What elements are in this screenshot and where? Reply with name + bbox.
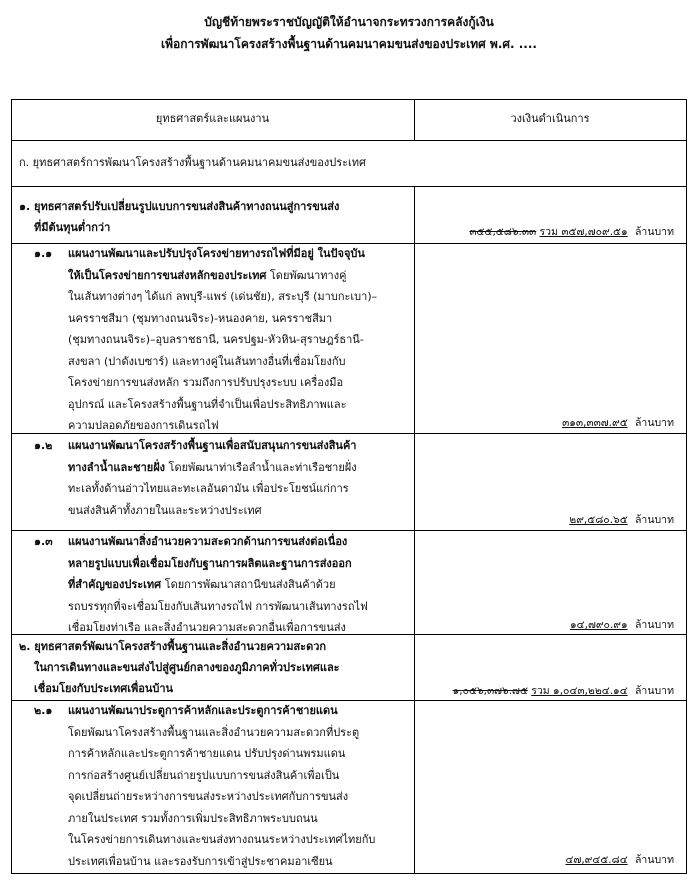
plan-1-1 — [34, 243, 412, 437]
plan-1-1-body-line: ในเส้นทางต่างๆ ได้แก่ ลพบุรี-แพร่ (เด่นชัย), สระบุรี (มาบกะเบา)– — [68, 290, 378, 303]
plan-1-2 — [34, 435, 412, 521]
plan-1-1-body-line: ความปลอดภัยของการเดินรถไฟ — [68, 419, 219, 432]
plan-1-1-heading-line2: ให้เป็นโครงข่ายการขนส่งหลักของประเทศ โดยพัฒนาทางคู่ — [68, 268, 347, 282]
plan-1-2-body-line: ทะเลทั้งด้านอ่าวไทยและทะเลอันดามัน เพื่อประโยชน์แก่การ — [68, 482, 349, 495]
plan-2-1-amount: ๔๗,๙๔๕.๘๔ ล้านบาท — [565, 854, 674, 866]
plan-2-1-body-line: ในโครงข่ายการเดินทางและขนส่งทางถนนระหว่างประเทศไทยกับ — [68, 833, 376, 846]
plan-1-3-body-line: เชื่อมโยงท่าเรือ และสิ่งอำนวยความสะดวกอื่นเพื่อการขนส่ง — [68, 621, 346, 634]
plan-2-1-body-line: การค้าหลักและประตูการค้าชายแดน ปรับปรุงด่านพรมแดน — [68, 747, 346, 760]
plan-1-1-body-line: สงขลา (ปาดังเบซาร์) และทางคู่ในเส้นทางอื่นที่เชื่อมโยงกับ — [68, 354, 346, 368]
plan-1-3-heading-line3: ที่สำคัญของประเทศ โดยการพัฒนาสถานีขนส่งสินค้าด้วย — [68, 578, 336, 591]
plan-2-1-body-line: จุดเปลี่ยนถ่ายระหว่างการขนส่งระหว่างประเทศกับการขนส่ง — [68, 790, 349, 803]
strategy-2-line1 — [19, 636, 411, 658]
strategy-2-line2: ในการเดินทางและขนส่งไปสู่ศูนย์กลางของภูมิภาคทั่วประเทศและ — [34, 661, 340, 674]
strategy-1-title: ยุทธศาสตร์ปรับเปลี่ยนรูปแบบการขนส่งสินค้าทางถนนสู่การขนส่ง — [34, 200, 340, 213]
plan-1-1-body-line: (ชุมทางถนนจิระ)–อุบลราชธานี, นครปฐม-หัวหิน-สุราษฎร์ธานี- — [68, 333, 364, 346]
strategy-2-amount-total: รวม ๑,๐๔๓,๒๒๔.๑๔ — [531, 685, 628, 697]
plan-1-1-body-line: นครราชสีมา (ชุมทางถนนจิระ)-หนองคาย, นครราชสีมา — [68, 311, 333, 325]
plan-1-2-number: ๑.๒ — [34, 439, 53, 452]
strategy-2-line3: เชื่อมโยงกับประเทศเพื่อนบ้าน — [34, 682, 174, 695]
strategy-1-amount-struck: ๓๕๕,๕๘๖.๓๓ — [469, 226, 537, 238]
strategy-2-amount — [453, 684, 674, 698]
plan-1-1-amount: ๓๑๓,๓๓๗.๙๕ ล้านบาท — [562, 417, 674, 429]
plan-1-3 — [34, 531, 412, 639]
plan-2-1-body-line: โดยพัฒนาโครงสร้างพื้นฐานและสิ่งอำนวยความสะดวกที่ประตู — [68, 725, 360, 739]
header-budget: วงเงินดำเนินการ — [510, 112, 590, 125]
plan-2-1-body-line: ภายในประเทศ รวมทั้งการเพิ่มประสิทธิภาพระบบถนน — [68, 811, 318, 825]
plan-1-1-body-line: อุปกรณ์ และโครงสร้างพื้นฐานที่จำเป็นเพื่อประสิทธิภาพและ — [68, 397, 347, 411]
strategy-2-amount-struck: ๑,๐๕๖,๓๗๖.๗๕ — [452, 685, 528, 697]
plan-1-2-body-line: ขนส่งสินค้าทั้งภายในและระหว่างประเทศ — [68, 503, 262, 517]
plan-2-1-heading: ๒.๑ แผนงานพัฒนาประตูการค้าหลักและประตูการค้าชายแดน — [34, 700, 412, 722]
plan-2-1-number: ๒.๑ — [34, 704, 53, 717]
plan-1-2-heading: ๑.๒ แผนงานพัฒนาโครงสร้างพื้นฐานเพื่อสนับสนุนการขนส่งสินค้า — [34, 435, 412, 457]
strategy-1-amount-total: รวม ๓๕๗,๗๐๙.๕๑ — [539, 226, 628, 238]
strategy-1-line1 — [19, 196, 409, 218]
plan-1-3-heading-line2: หลายรูปแบบเพื่อเชื่อมโยงกับฐานการผลิตและฐานการส่งออก — [68, 556, 352, 570]
plan-1-1-body-line: โครงข่ายการขนส่งหลัก รวมถึงการปรับปรุงระบบ เครื่องมือ — [68, 376, 344, 389]
plan-1-3-amount: ๑๔,๗๙๐.๙๑ ล้านบาท — [570, 619, 674, 631]
strategy-1-number: ๑. — [19, 200, 31, 213]
plan-2-1 — [34, 700, 412, 872]
plan-1-2-amount: ๒๙,๕๘๐.๖๕ ล้านบาท — [569, 514, 674, 526]
plan-2-1-body-line: ประเทศเพื่อนบ้าน และรองรับการเข้าสู่ประชาคมอาเซียน — [68, 854, 333, 868]
strategy-1-amount — [469, 225, 674, 239]
plan-2-1-body-line: การก่อสร้างศูนย์เปลี่ยนถ่ายรูปแบบการขนส่งสินค้าเพื่อเป็น — [68, 768, 340, 782]
header-strategy: ยุทธศาสตร์และแผนงาน — [155, 112, 270, 125]
plan-1-1-heading: ๑.๑ แผนงานพัฒนาและปรับปรุงโครงข่ายทางรถไฟที่มีอยู่ ในปัจจุบัน — [34, 243, 412, 265]
document-title-line2: เพื่อการพัฒนาโครงสร้างพื้นฐานด้านคมนาคมขนส่งของประเทศ พ.ศ. .... — [161, 37, 537, 51]
strategy-1-unit: ล้านบาท — [635, 226, 674, 238]
plan-1-3-number: ๑.๓ — [34, 535, 53, 548]
strategy-2-title: ยุทธศาสตร์พัฒนาโครงสร้างพื้นฐานและสิ่งอำนวยความสะดวก — [34, 640, 327, 653]
plan-1-3-heading: ๑.๓ แผนงานพัฒนาสิ่งอำนวยความสะดวกด้านการขนส่งต่อเนื่อง — [34, 531, 412, 553]
strategy-2-unit: ล้านบาท — [635, 685, 674, 697]
document-title-line1: บัญชีท้ายพระราชบัญญัติให้อำนาจกระทรวงการคลังกู้เงิน — [204, 15, 494, 29]
plan-1-3-body-line: รถบรรทุกที่จะเชื่อมโยงกับเส้นทางรถไฟ การพัฒนาเส้นทางรถไฟ — [68, 599, 368, 613]
strategy-2-number: ๒. — [19, 640, 31, 653]
plan-1-1-number: ๑.๑ — [34, 247, 53, 260]
section-title: ก. ยุทธศาสตร์การพัฒนาโครงสร้างพื้นฐานด้านคมนาคมขนส่งของประเทศ — [19, 156, 367, 169]
plan-1-2-heading-line2: ทางลำน้ำและชายฝั่ง โดยพัฒนาท่าเรือลำน้ำและท่าเรือชายฝั่ง — [68, 460, 357, 474]
strategy-1-line2: ที่มีต้นทุนต่ำกว่า — [34, 221, 111, 234]
